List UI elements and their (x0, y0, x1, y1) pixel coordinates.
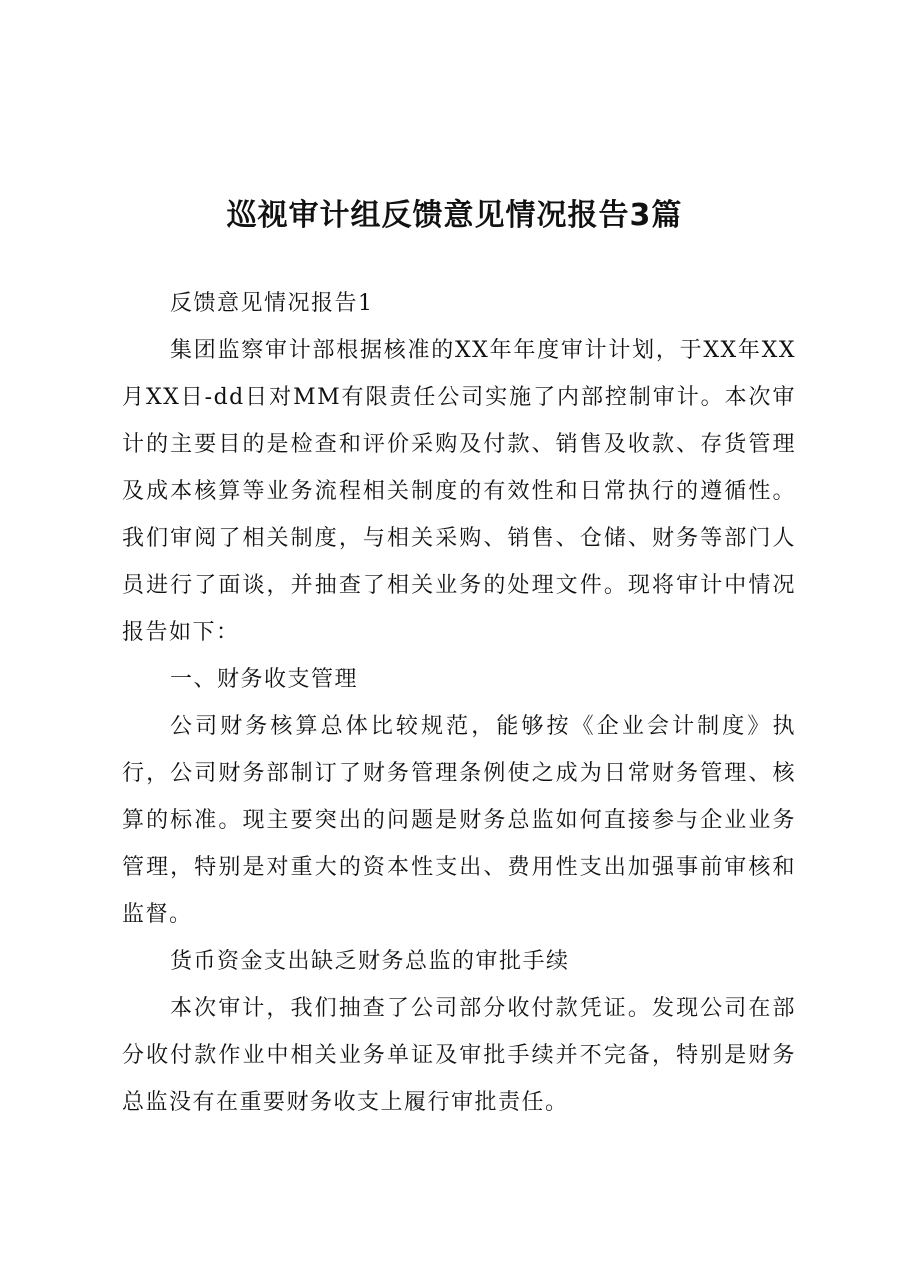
document-title: 巡视审计组反馈意见情况报告3篇 (226, 198, 683, 233)
paragraph-finance: 公司财务核算总体比较规范，能够按《企业会计制度》执行，公司财务部制订了财务管理条例使之成为日常财务管理、核算的标准。现主要突出的问题是财务总监如何直接参与企业业务管理，特别是对重大的资本性支出、费用性支出加强事前审核和监督。 (122, 714, 796, 927)
section-heading-report-1: 反馈意见情况报告1 (170, 291, 374, 316)
paragraph-cash-approval: 本次审计，我们抽查了公司部分收付款凭证。发现公司在部分收付款作业中相关业务单证及审批手续并不完备，特别是财务总监没有在重要财务收支上履行审批责任。 (122, 996, 796, 1115)
paragraph-intro: 集团监察审计部根据核准的XX年年度审计计划，于XX年XX月XX日-dd日对MM有限责任公司实施了内部控制审计。本次审计的主要目的是检查和评价采购及付款、销售及收款、存货管理及成本核算等业务流程相关制度的有效性和日常执行的遵循性。我们审阅了相关制度，与相关采购、销售、仓储、财务等部门人员进行了面谈，并抽查了相关业务的处理文件。现将审计中情况报告如下： (122, 338, 796, 645)
subheading-cash-approval: 货币资金支出缺乏财务总监的审批手续 (170, 949, 570, 974)
section-heading-finance: 一、财务收支管理 (170, 667, 359, 692)
document-body (122, 280, 796, 1126)
